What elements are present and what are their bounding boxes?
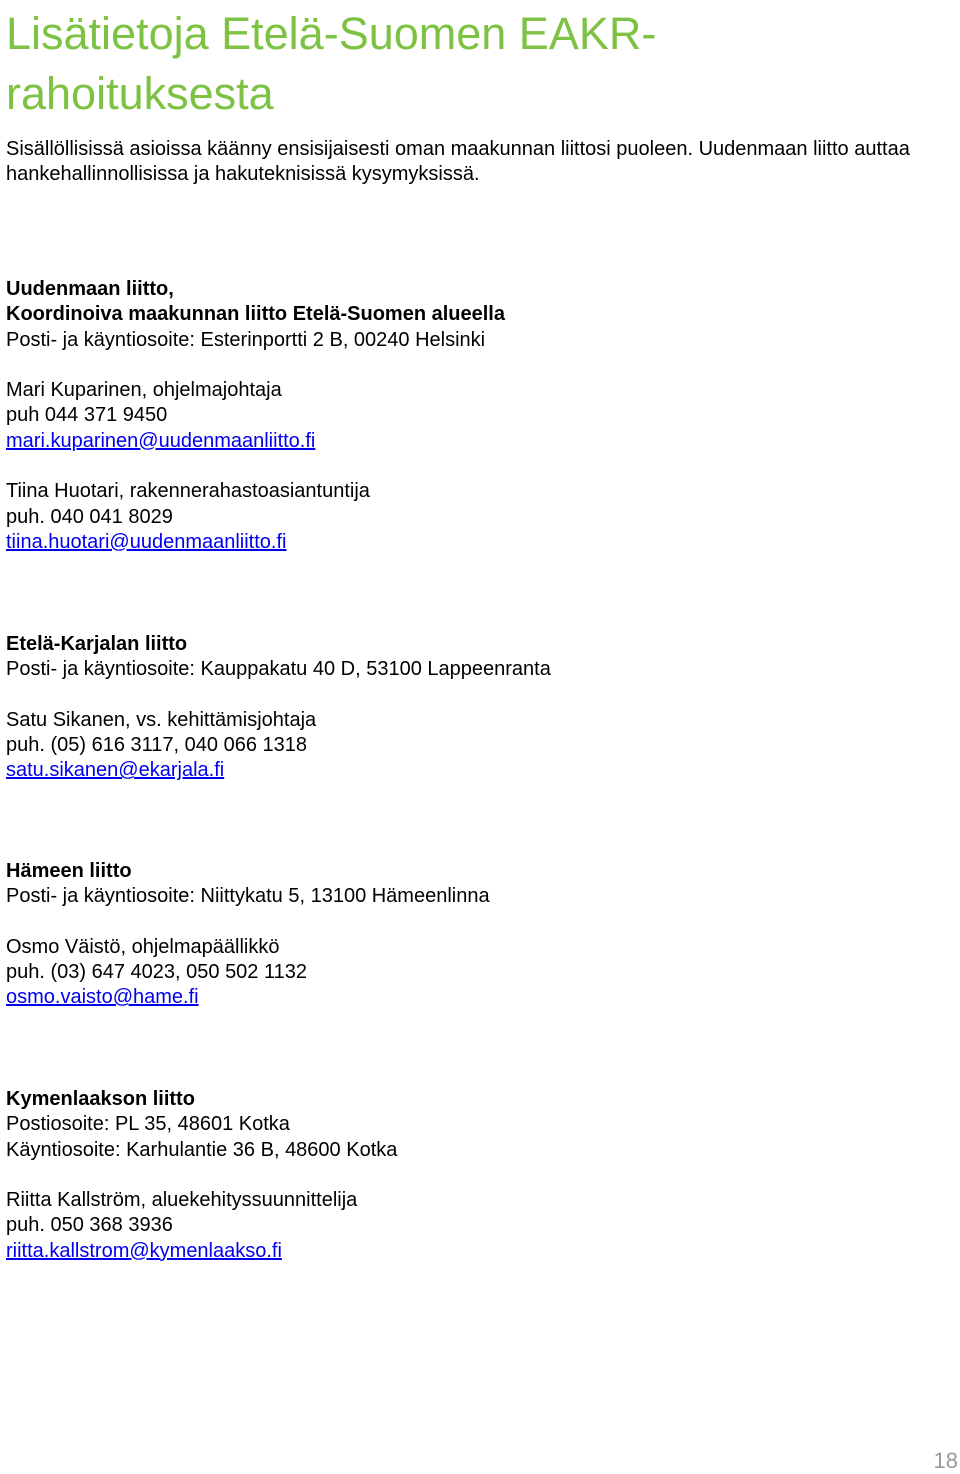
ekarjala-address: Posti- ja käyntiosoite: Kauppakatu 40 D, 53100 Lappeenranta xyxy=(6,658,551,681)
page-title: Lisätietoja Etelä-Suomen EAKR-rahoituksesta xyxy=(6,8,657,119)
uusimaa-name: Uudenmaan liitto, xyxy=(6,278,174,300)
kymenlaakso-section xyxy=(6,1087,946,1264)
email-link[interactable]: osmo.vaisto@hame.fi xyxy=(6,986,199,1009)
contact-phone: puh 044 371 9450 xyxy=(6,404,168,427)
hame-address: Posti- ja käyntiosoite: Niittykatu 5, 13100 Hämeenlinna xyxy=(6,885,490,908)
email-link[interactable]: mari.kuparinen@uudenmaanliitto.fi xyxy=(6,429,316,452)
contact-name: Satu Sikanen, vs. kehittämisjohtaja xyxy=(6,708,317,731)
contact-name: Tiina Huotari, rakennerahastoasiantuntija xyxy=(6,480,370,503)
uusimaa-section xyxy=(6,277,946,555)
contact-phone: puh. 050 368 3936 xyxy=(6,1214,173,1237)
kymenlaakso-visit: Käyntiosoite: Karhulantie 36 B, 48600 Kotka xyxy=(6,1138,398,1161)
uusimaa-role: Koordinoiva maakunnan liitto Etelä-Suomen alueella xyxy=(6,303,505,326)
contact-phone: puh. 040 041 8029 xyxy=(6,505,173,528)
contact-phone: puh. (03) 647 4023, 050 502 1132 xyxy=(6,961,307,984)
ekarjala-name: Etelä-Karjalan liitto xyxy=(6,633,188,655)
contact-name: Mari Kuparinen, ohjelmajohtaja xyxy=(6,379,282,402)
intro-paragraph: Sisällöllisissä asioissa käänny ensisijaisesti oman maakunnan liittosi puoleen. Uudenmaan liitto auttaa hankehallinnollisissa ja hakuteknisissä kysymyksissä. xyxy=(6,138,910,185)
email-link[interactable]: tiina.huotari@uudenmaanliitto.fi xyxy=(6,530,287,553)
kymenlaakso-name: Kymenlaakson liitto xyxy=(6,1088,195,1110)
hame-section xyxy=(6,859,946,1011)
email-link[interactable]: satu.sikanen@ekarjala.fi xyxy=(6,759,225,782)
ekarjala-section xyxy=(6,632,946,784)
hame-name: Hämeen liitto xyxy=(6,860,132,882)
contact-name: Osmo Väistö, ohjelmapäällikkö xyxy=(6,935,280,958)
email-link[interactable]: riitta.kallstrom@kymenlaakso.fi xyxy=(6,1239,282,1262)
contact-name: Riitta Kallström, aluekehityssuunnittelija xyxy=(6,1189,358,1212)
uusimaa-address: Posti- ja käyntiosoite: Esterinportti 2 B, 00240 Helsinki xyxy=(6,328,486,351)
page-number: 18 xyxy=(933,1448,958,1473)
kymenlaakso-postal: Postiosoite: PL 35, 48601 Kotka xyxy=(6,1113,290,1136)
contact-phone: puh. (05) 616 3117, 040 066 1318 xyxy=(6,734,307,757)
